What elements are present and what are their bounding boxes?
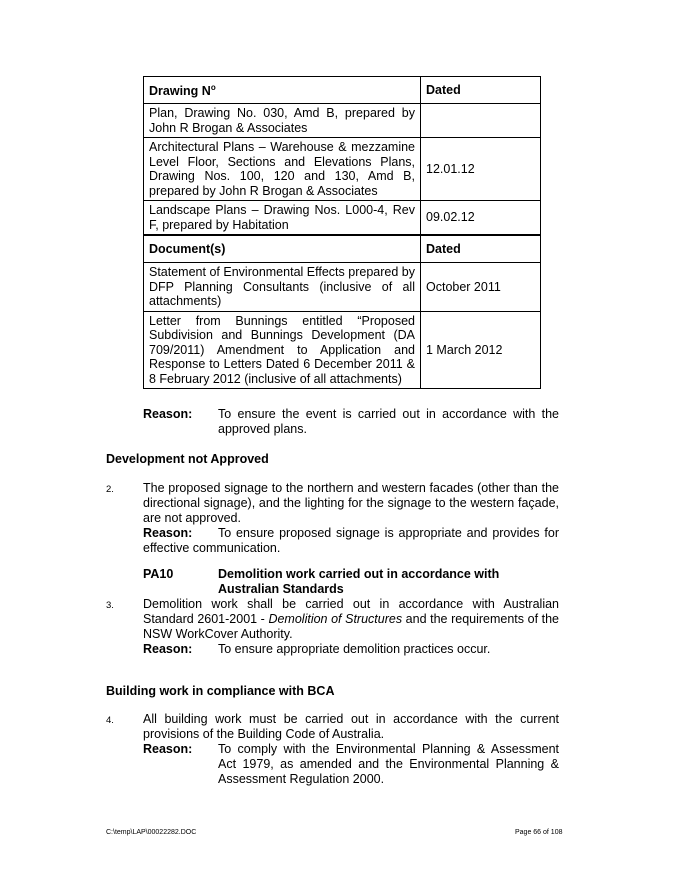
- footer-page-number: Page 66 of 108: [515, 829, 563, 836]
- drawing-desc: Architectural Plans – Warehouse & mezzamine Level Floor, Sections and Elevations Plans, Drawing Nos. 100, 120 and 130, Amd B, prepared by John R Brogan & Associates: [144, 138, 421, 201]
- condition-number: 3.: [106, 600, 114, 611]
- document-desc: Letter from Bunnings entitled “Proposed Subdivision and Bunnings Development (DA 709/2011) Amendment to Application and Response to Letters Dated 6 December 2011 & 8 February 2012 (inclusive of all attachments): [144, 311, 421, 389]
- table-row: [144, 311, 541, 389]
- drawing-no-header: Drawing $N^o$: [144, 77, 421, 104]
- reason-label: Reason:: [143, 526, 193, 540]
- drawing-dated: [421, 104, 541, 138]
- condition-text: [143, 481, 559, 556]
- reason-block: [143, 742, 559, 787]
- reason-block: [143, 407, 559, 437]
- table-header-row: [144, 236, 541, 263]
- drawing-desc: Landscape Plans – Drawing Nos. L000-4, Rev F, prepared by Habitation: [144, 201, 421, 235]
- dated-header: Dated: [421, 77, 541, 104]
- reason-text: To ensure appropriate demolition practices occur.: [218, 642, 491, 656]
- table-header-row: [144, 77, 541, 104]
- drawings-table: [143, 76, 541, 235]
- condition-number: 4.: [106, 715, 114, 726]
- condition-text: [143, 597, 559, 657]
- reason-text: To comply with the Environmental Planning & Assessment Act 1979, as amended and the Environmental Planning & Assessment Regulation 2000.: [218, 742, 559, 786]
- condition-code: PA10: [143, 567, 174, 581]
- reason-label: Reason:: [143, 642, 193, 656]
- condition-title: Demolition work carried out in accordance with Australian Standards: [218, 567, 500, 596]
- condition-body-end: and the requirements of the NSW WorkCover Authority.: [143, 612, 560, 641]
- table-row: [144, 104, 541, 138]
- drawing-dated: 12.01.12: [421, 138, 541, 201]
- documents-header: Document(s): [144, 236, 421, 263]
- section-heading: Building work in compliance with BCA: [106, 684, 335, 698]
- document-dated: October 2011: [421, 263, 541, 312]
- footer-file-path: C:\temp\LAP\00022282.DOC: [106, 829, 197, 836]
- documents-table: [143, 235, 541, 389]
- document-dated: 1 March 2012: [421, 311, 541, 389]
- drawing-desc: Plan, Drawing No. 030, Amd B, prepared by John R Brogan & Associates: [144, 104, 421, 138]
- condition-body: Demolition work shall be carried out in accordance with Australian Standard 2601-2001 -: [143, 597, 559, 626]
- table-row: [144, 263, 541, 312]
- document-desc: Statement of Environmental Effects prepared by DFP Planning Consultants (inclusive of all attachments): [144, 263, 421, 312]
- condition-text: All building work must be carried out in accordance with the current provisions of the Building Code of Australia.: [143, 712, 559, 741]
- table-row: [144, 138, 541, 201]
- reason-label: Reason:: [143, 742, 193, 756]
- dated-header: Dated: [421, 236, 541, 263]
- reason-text: To ensure the event is carried out in accordance with the approved plans.: [218, 407, 559, 436]
- condition-number: 2.: [106, 484, 114, 495]
- standard-title: Demolition of Structures: [268, 612, 403, 626]
- section-heading: Development not Approved: [106, 452, 269, 466]
- table-row: [144, 201, 541, 235]
- reason-text: To ensure proposed signage is appropriate and provides for effective communication.: [143, 526, 559, 555]
- reason-label: Reason:: [143, 407, 193, 421]
- condition-body: The proposed signage to the northern and western facades (other than the directional signage), and the lighting for the signage to the western façade, are not approved.: [143, 481, 559, 525]
- drawing-dated: 09.02.12: [421, 201, 541, 235]
